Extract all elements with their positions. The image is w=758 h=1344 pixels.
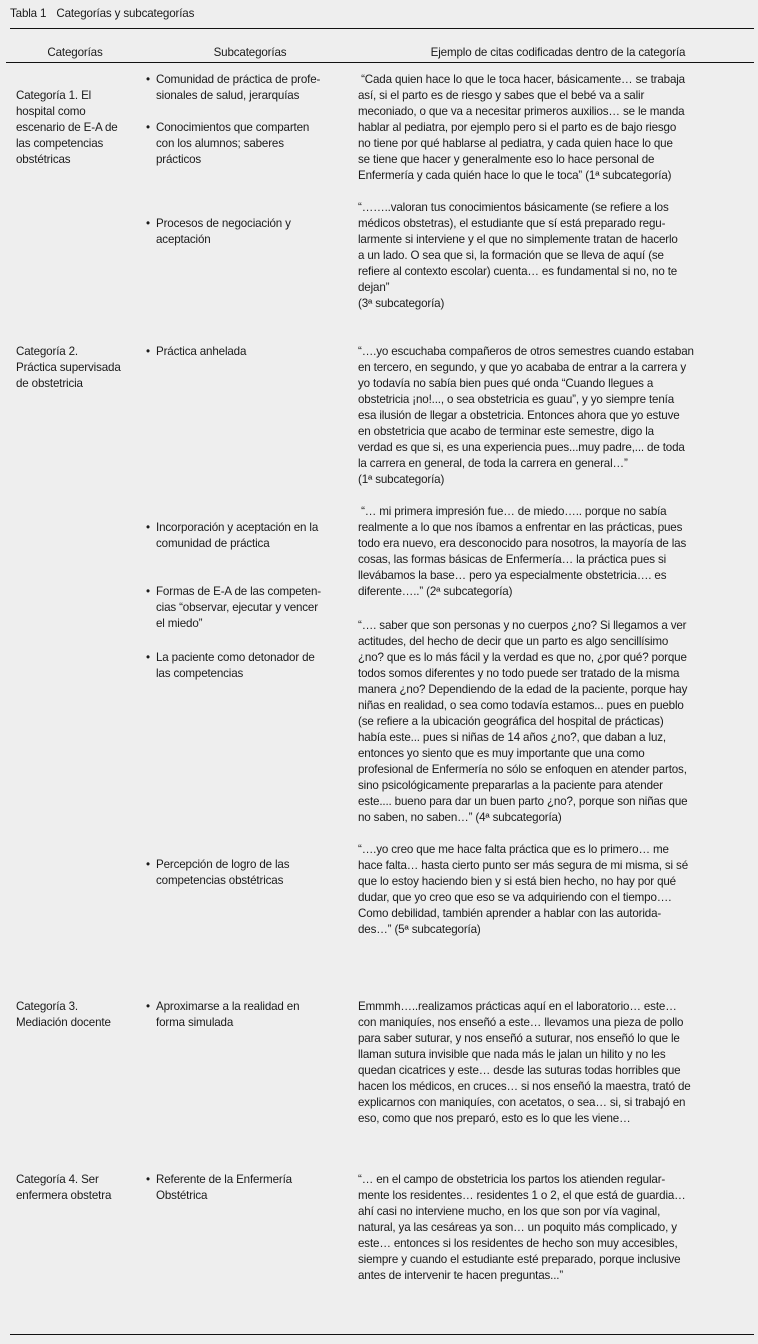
subcategory-item: • Incorporación y aceptación en la comunidad de práctica bbox=[146, 520, 318, 552]
table-caption bbox=[10, 7, 194, 20]
table-label: Tabla 1 bbox=[10, 7, 47, 20]
quote: “….yo escuchaba compañeros de otros semestres cuando estaban en tercero, en segundo, y que yo acababa de entrar a la carrera y yo todavía no sabía bien pues qué onda “Cuando llegues a obstetricia ¡no!..., o sea obstetricia es guau”, y yo siempre tenía esa ilusión de llegar a obstetricia. Entonces ahora que yo estuve en obstetricia que acabo de terminar este semestre, digo la verdad es que si, es una experiencia pues...muy padre,... de toda la carrera en general, de toda la carrera en general…” (1ª subcategoría) bbox=[358, 345, 694, 486]
quote: “… en el campo de obstetricia los partos los atienden regular- mente los residentes… residentes 1 o 2, el que está de guardia… ahí casi no interviene mucho, en los que son por vía vaginal, natural, ya las cesáreas ya son… un poquito más complicado, y este… entonces si los residentes de hecho son muy accesibles, siempre y cuando el estudiante esté preparado, porque inclusive antes de intervenir te hacen preguntas...” bbox=[358, 1173, 686, 1282]
subcategory-item: • Aproximarse a la realidad en forma simulada bbox=[146, 999, 299, 1031]
quote: “….yo creo que me hace falta práctica que es lo primero… me hace falta… hasta cierto punto ser más segura de mi misma, si sé que lo estoy haciendo bien y si está bien hecho, no hay por qué dudar, que yo creo que eso se va adquiriendo con el tiempo…. Como debilidad, también aprender a hablar con las autorida- des…” (5ª subcategoría) bbox=[358, 843, 688, 936]
subcategory-item: • La paciente como detonador de las competencias bbox=[146, 650, 315, 682]
subcategory-item: • Percepción de logro de las competencias obstétricas bbox=[146, 857, 289, 889]
subcategory-item: • Formas de E-A de las competen- cias “observar, ejecutar y vencer el miedo” bbox=[146, 584, 321, 632]
category-4: Categoría 4. Ser enfermera obstetra bbox=[16, 1173, 112, 1202]
subcategory-item: • Práctica anhelada bbox=[146, 344, 246, 360]
subcategory-item: • Comunidad de práctica de profe- sionales de salud, jerarquías bbox=[146, 72, 320, 104]
subcategory-item: • Conocimientos que comparten con los alumnos; saberes prácticos bbox=[146, 120, 309, 168]
table-title: Categorías y subcategorías bbox=[56, 7, 195, 20]
top-rule bbox=[10, 28, 754, 29]
quote: “……..valoran tus conocimientos básicamente (se refiere a los médicos obstetras), el estudiante que sí está preparado regu- larmente si interviene y el que no simplemente tratan de hacerlo a un lado. O sea que si, la formación que se lleva de aquí (se refiere al contexto escolar) cuenta… es fundamental si no, no te dejan” (3ª subcategoría) bbox=[358, 201, 678, 310]
subcategory-item: • Procesos de negociación y aceptación bbox=[146, 216, 291, 248]
quote: “Cada quien hace lo que le toca hacer, básicamente… se trabaja así, si el parto es de riesgo y sabes que el bebé va a salir meconiado, o que va a necesitar primeros auxilios… se le manda hablar al pediatra, por ejemplo pero si el parto es de bajo riesgo no tiene por qué hablarse al pediatra, y cada quien hace lo que se tiene que hacer y generalmente eso lo hace personal de Enfermería y cada quién hace lo que le toca” (1ª subcategoría) bbox=[358, 73, 685, 182]
subcategory-item: • Referente de la Enfermería Obstétrica bbox=[146, 1172, 292, 1204]
header-categorias: Categorías bbox=[47, 46, 103, 59]
quote: “… mi primera impresión fue… de miedo….. porque no sabía realmente a lo que nos íbamos a enfrentar en las prácticas, pues todo era nuevo, era desconocido para nosotros, la mayoría de las cosas, las formas básicas de Enfermería… la práctica pues si llevábamos la base… pero ya especialmente obstetricia…. es diferente…..” (2ª subcategoría) bbox=[358, 505, 687, 598]
bottom-rule bbox=[10, 1334, 754, 1335]
header-subcategorias: Subcategorías bbox=[213, 46, 287, 59]
header-ejemplo: Ejemplo de citas codificadas dentro de la categoría bbox=[430, 46, 686, 59]
category-1: Categoría 1. El hospital como escenario de E-A de las competencias obstétricas bbox=[16, 89, 118, 166]
header-rule bbox=[6, 62, 754, 63]
quote: “…. saber que son personas y no cuerpos ¿no? Si llegamos a ver actitudes, del hecho de decir que un parto es algo sencillísimo ¿no? que es lo más fácil y la verdad es que no, ¿por qué? porque todos somos diferentes y no todo puede ser tratado de la misma manera ¿no? Dependiendo de la edad de la paciente, porque hay niñas en realidad, o sea como todavía estamos... pues en pueblo (se refiere a la ubicación geográfica del hospital de prácticas) había este... pues si niñas de 14 años ¿no?, que daban a luz, entonces yo siento que es muy importante que una como profesional de Enfermería no sólo se enfoquen en atender partos, sino psicológicamente prepararlas a la paciente para atender este.... bueno para dar un buen parto ¿no?, porque son niñas que no saben, no saben…” (4ª subcategoría) bbox=[358, 619, 688, 824]
quote: Emmmh…..realizamos prácticas aquí en el laboratorio… este… con maniquíes, nos enseñó a este… llevamos una pieza de pollo para saber suturar, y nos enseñó a suturar, nos enseñó lo que le llaman sutura invisible que nada más le jalan un hilito y no les quedan cicatrices y este… desde las suturas todas horribles que hacen los médicos, en cruces… si nos enseñó la maestra, trató de explicarnos con maniquíes, con acetatos, o sea… si, si trabajó en eso, como que nos preparó, esto es lo que les viene… bbox=[358, 1000, 691, 1125]
category-2: Categoría 2. Práctica supervisada de obstetricia bbox=[16, 345, 121, 390]
category-3: Categoría 3. Mediación docente bbox=[16, 1000, 111, 1029]
